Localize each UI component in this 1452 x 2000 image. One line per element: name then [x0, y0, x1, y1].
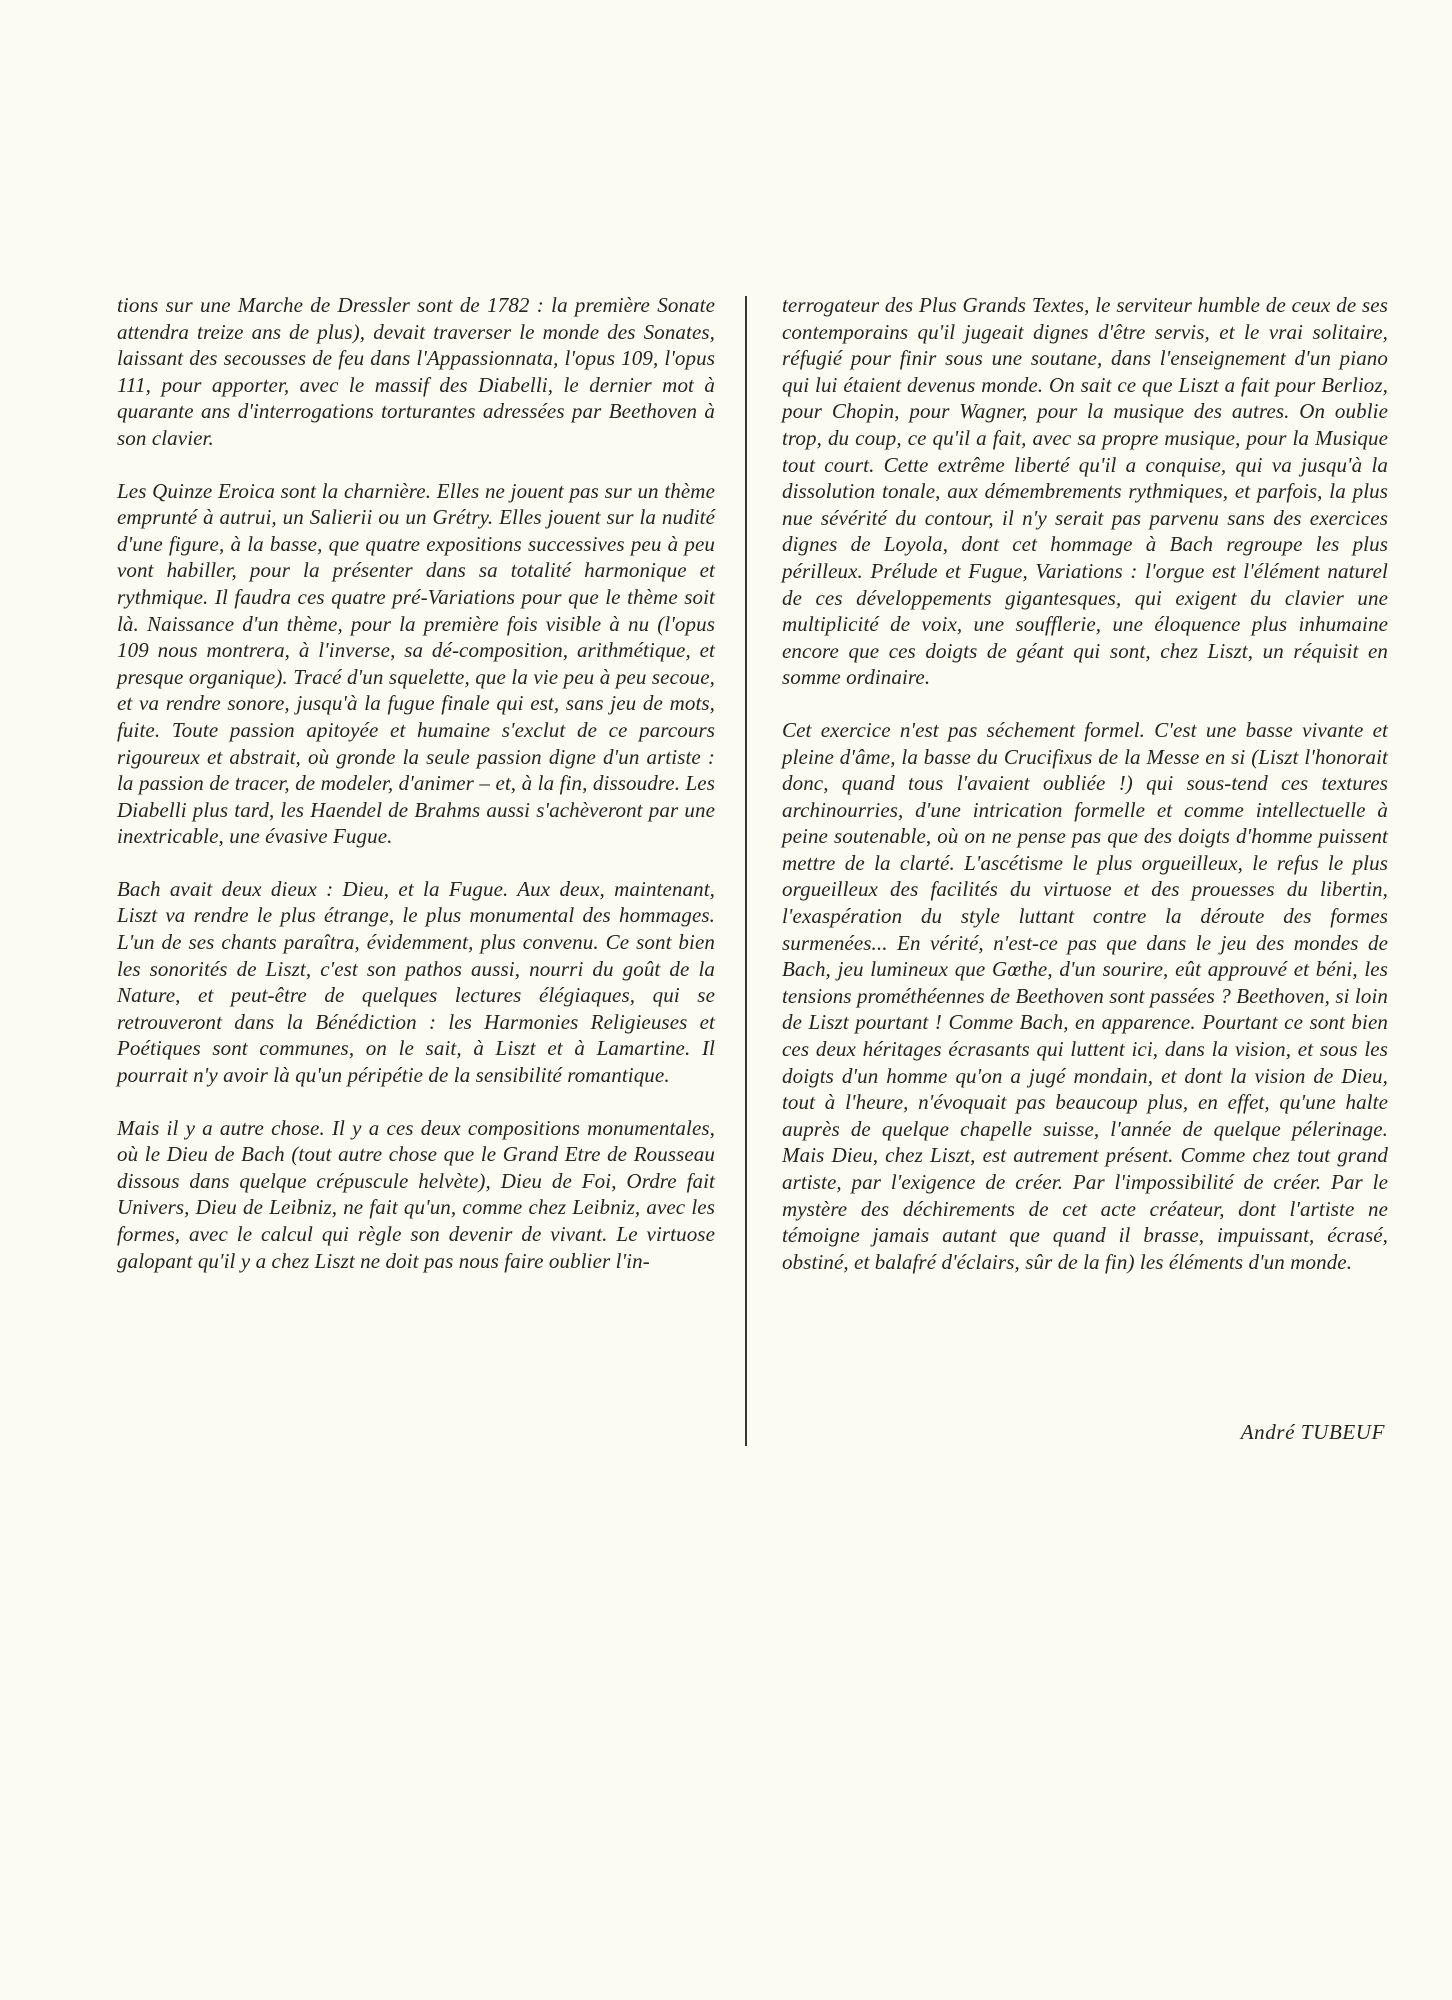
paragraph-right-2: Cet exercice n'est pas séchement formel. C'est une basse vivante et pleine d'âme, la basse du Crucifixus de la Messe en si (Liszt l'honorait donc, quand tous l'avaient oubliée !) qui sous-tend ces textures archinourries, d'une intrication formelle et comme intellectuelle à peine soutenable, où on ne pense pas que des doigts d'homme puissent mettre de la clarté. L'ascétisme le plus orgueilleux, le refus le plus orgueilleux des facilités du virtuose et des prouesses du libertin, l'exaspération du style luttant contre la déroute des formes surmenées... En vérité, n'est-ce pas que dans le jeu des mondes de Bach, jeu lumineux que Gœthe, d'un sourire, eût approuvé et béni, les tensions prométhéennes de Beethoven sont passées ? Beethoven, si loin de Liszt pourtant ! Comme Bach, en apparence. Pourtant ce sont bien ces deux héritages écrasants qui luttent ici, dans la vision, et sous les doigts d'un homme qu'on a jugé mondain, et dont la vision de Dieu, tout à l'heure, n'évoquait pas beaucoup plus, en effet, qu'une halte auprès de quelque chapelle suisse, l'année de quelque pélerinage. Mais Dieu, chez Liszt, est autrement présent. Comme chez tout grand artiste, par l'exigence de créer. Par l'impossibilité de créer. Par le mystère des déchirements de cet acte créateur, dont l'artiste ne témoigne jamais autant que quand il brasse, impuissant, écrasé, obstiné, et balafré d'éclairs, sûr de la fin) les éléments d'un monde.	[782, 717, 1388, 1274]
paragraph-left-4: Mais il y a autre chose. Il y a ces deux compositions monumentales, où le Dieu de Bach (tout autre chose que le Grand Etre de Rousseau dissous dans quelque crépuscule helvète), Dieu de Foi, Ordre fait Univers, Dieu de Leibniz, ne fait qu'un, comme chez Leibniz, avec les formes, avec le calcul qui règle son devenir de vivant. Le virtuose galopant qu'il y a chez Liszt ne doit pas nous faire oublier l'in-	[117, 1115, 715, 1273]
author-signature: André TUBEUF	[1240, 1420, 1385, 1444]
paragraph-left-1: tions sur une Marche de Dressler sont de 1782 : la première Sonate attendra treize ans de plus), devait traverser le monde des Sonates, laissant des secousses de feu dans l'Appassionnata, l'opus 109, l'opus 111, pour apporter, avec le massif des Diabelli, le dernier mot à quarante ans d'interrogations torturantes adressées par Beethoven à son clavier.	[117, 293, 715, 450]
paragraph-left-2: Les Quinze Eroica sont la charnière. Elles ne jouent pas sur un thème emprunté à autrui, un Salierii ou un Grétry. Elles jouent sur la nudité d'une figure, à la basse, que quatre expositions successives peu à peu vont habiller, pour la présenter dans sa totalité harmonique et rythmique. Il faudra ces quatre pré-Variations pour que le thème soit là. Naissance d'un thème, pour la première fois visible à nu (l'opus 109 nous montrera, à l'inverse, sa dé-composition, arithmétique, et presque organique). Tracé d'un squelette, que la vie peu à peu secoue, et va rendre sonore, jusqu'à la fugue finale qui est, sans jeu de mots, fuite. Toute passion apitoyée et humaine s'exclut de ce parcours rigoureux et abstrait, où gronde la seule passion digne d'un artiste : la passion de tracer, de modeler, d'animer – et, à la fin, dissoudre. Les Diabelli plus tard, les Haendel de Brahms aussi s'achèveront par une inextricable, une évasive Fugue.	[117, 478, 715, 849]
paragraph-left-3: Bach avait deux dieux : Dieu, et la Fugue. Aux deux, maintenant, Liszt va rendre le plus étrange, le plus monumental des hommages. L'un de ses chants paraîtra, évidemment, plus convenu. Ce sont bien les sonorités de Liszt, c'est son pathos aussi, nourri du goût de la Nature, et peut-être de quelques lectures élégiaques, qui se retrouveront dans la Bénédiction : les Harmonies Religieuses et Poétiques sont communes, on le sait, à Liszt et à Lamartine. Il pourrait n'y avoir là qu'un péripétie de la sensibilité romantique.	[117, 876, 715, 1088]
column-divider	[745, 296, 747, 1446]
paragraph-right-1: terrogateur des Plus Grands Textes, le serviteur humble de ceux de ses contemporains qu'il jugeait dignes d'être servis, et le vrai solitaire, réfugié pour finir sous une soutane, dans l'enseignement d'un piano qui lui étaient devenus monde. On sait ce que Liszt a fait pour Berlioz, pour Chopin, pour Wagner, pour la musique des autres. On oublie trop, du coup, ce qu'il a fait, avec sa propre musique, pour la Musique tout court. Cette extrême liberté qu'il a conquise, qui va jusqu'à la dissolution tonale, aux démembrements rythmiques, et parfois, la plus nue sévérité du contour, il n'y serait pas parvenu sans des exercices dignes de Loyola, dont cet hommage à Bach regroupe les plus périlleux. Prélude et Fugue, Variations : l'orgue est l'élément naturel de ces développements gigantesques, qui exigent du clavier une multiplicité de voix, une soufflerie, une éloquence plus inhumaine encore que ces doigts de géant qui sont, chez Liszt, un réquisit en somme ordinaire.	[782, 293, 1388, 690]
right-column	[782, 292, 1388, 1301]
left-column	[117, 292, 715, 1300]
